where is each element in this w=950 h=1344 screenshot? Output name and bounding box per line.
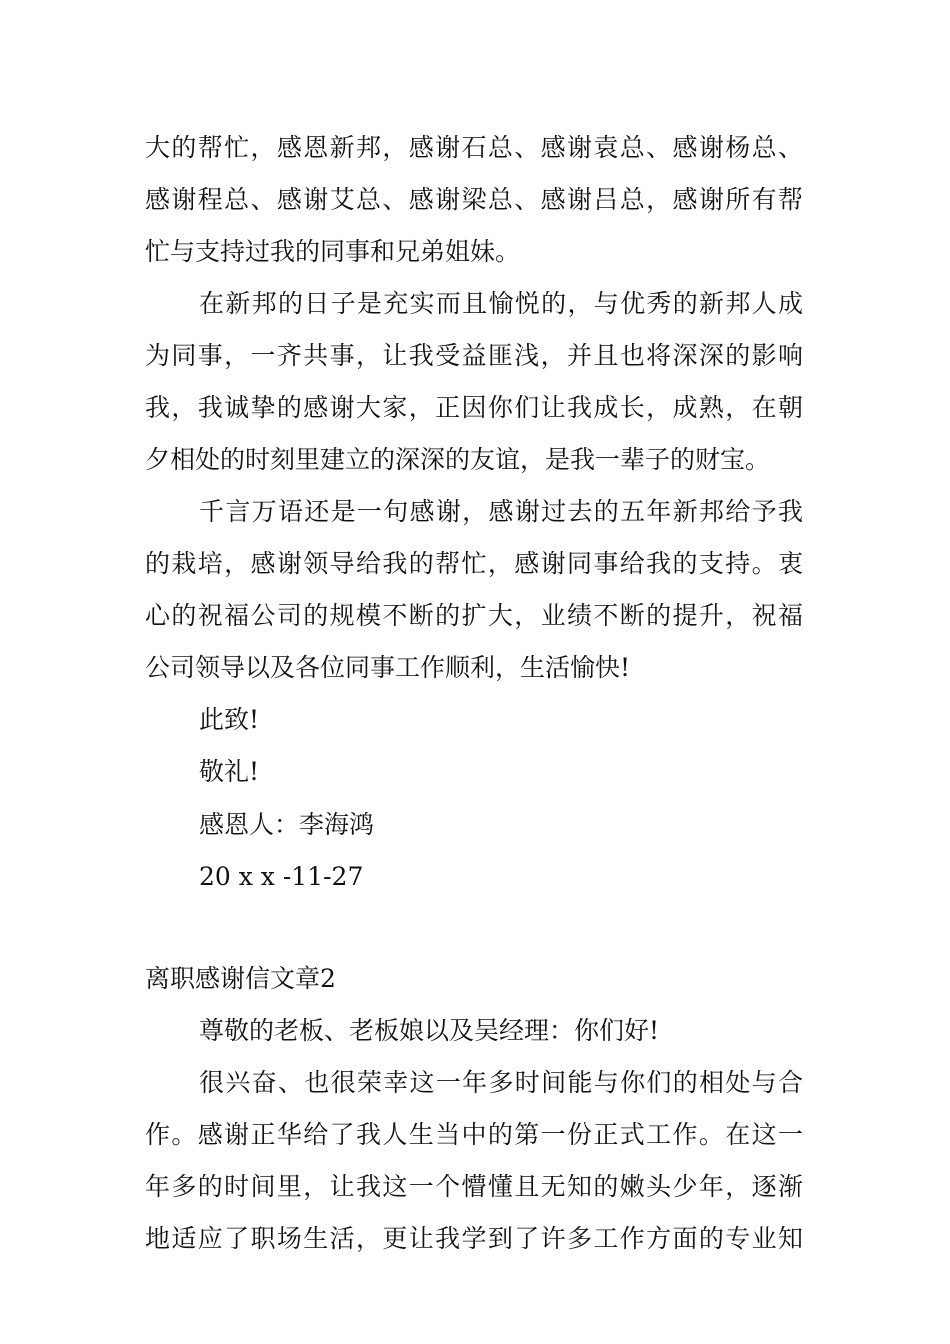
paragraph-3-line-3: 心的祝福公司的规模不断的扩大，业绩不断的提升，祝福 — [145, 601, 803, 630]
letter-2-line-3: 年多的时间里，让我这一个懵懂且无知的嫩头少年，逐渐 — [145, 1172, 803, 1201]
letter-2-greeting: 尊敬的老板、老板娘以及吴经理：你们好! — [199, 1016, 660, 1045]
closing-salutation-2: 敬礼! — [199, 757, 260, 786]
closing-date: 20 x x -11-27 — [199, 862, 364, 891]
paragraph-2-line-1: 在新邦的日子是充实而且愉悦的，与优秀的新邦人成 — [199, 289, 803, 318]
paragraph-3-line-4: 公司领导以及各位同事工作顺利，生活愉快! — [145, 653, 631, 682]
paragraph-2-line-4: 夕相处的时刻里建立的深深的友谊，是我一辈子的财宝。 — [145, 445, 771, 474]
paragraph-2-line-3: 我，我诚挚的感谢大家，正因你们让我成长，成熟，在朝 — [145, 393, 803, 422]
paragraph-1-line-3: 忙与支持过我的同事和兄弟姐妹。 — [145, 237, 521, 266]
paragraph-3-line-1: 千言万语还是一句感谢，感谢过去的五年新邦给予我 — [199, 497, 803, 526]
letter-2-line-2: 作。感谢正华给了我人生当中的第一份正式工作。在这一 — [145, 1120, 803, 1149]
closing-salutation-1: 此致! — [199, 705, 260, 734]
paragraph-3-line-2: 的栽培，感谢领导给我的帮忙，感谢同事给我的支持。衷 — [145, 549, 803, 578]
closing-signer: 感恩人：李海鸿 — [199, 810, 375, 839]
paragraph-1-line-2: 感谢程总、感谢艾总、感谢梁总、感谢吕总，感谢所有帮 — [145, 185, 803, 214]
paragraph-1-line-1: 大的帮忙，感恩新邦，感谢石总、感谢袁总、感谢杨总、 — [145, 133, 803, 162]
section-title: 离职感谢信文章2 — [145, 964, 336, 993]
letter-2-line-4: 地适应了职场生活，更让我学到了许多工作方面的专业知 — [145, 1224, 803, 1253]
paragraph-2-line-2: 为同事，一齐共事，让我受益匪浅，并且也将深深的影响 — [145, 341, 803, 370]
letter-2-line-1: 很兴奋、也很荣幸这一年多时间能与你们的相处与合 — [199, 1068, 803, 1097]
